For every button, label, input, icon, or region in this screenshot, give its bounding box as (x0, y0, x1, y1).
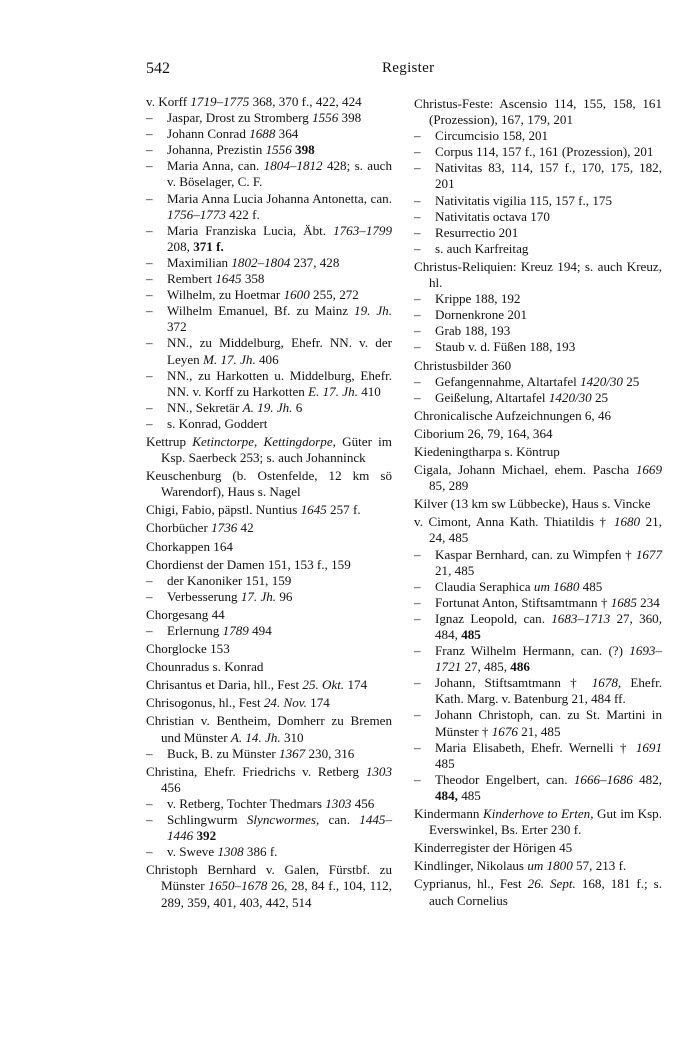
index-subentry: – Wilhelm Emanuel, Bf. zu Mainz 19. Jh. 372 (146, 303, 392, 335)
subentry-dash: – (146, 222, 153, 238)
index-subentry: – Jaspar, Drost zu Stromberg 1556 398 (146, 110, 362, 126)
subentry-dash: – (414, 373, 421, 389)
index-entry: Cigala, Johann Michael, ehem. Pascha 1669 85, 289 (414, 462, 662, 494)
subentry-dash: – (414, 594, 421, 610)
index-subentry: – Corpus 114, 157 f., 161 (Prozession), 201 (414, 144, 654, 160)
index-entry: Chounradus s. Konrad (146, 659, 264, 675)
subentry-dash: – (414, 291, 421, 307)
index-entry: v. Cimont, Anna Kath. Thiatildis † 1680 21, 24, 485 (414, 514, 662, 546)
index-subentry: – Johann, Stiftsamtmann † 1678, Ehefr. Kath. Marg. v. Batenburg 21, 484 ff. (414, 675, 662, 707)
subentry-dash: – (146, 415, 153, 431)
index-subentry: – v. Retberg, Tochter Thedmars 1303 456 (146, 795, 375, 811)
index-entry: Cyprianus, hl., Fest 26. Sept. 168, 181 f.; s. auch Cornelius (414, 876, 662, 908)
running-head: Register (382, 60, 435, 76)
index-entry: Kindlinger, Nikolaus um 1800 57, 213 f. (414, 858, 627, 874)
index-subentry: – der Kanoniker 151, 159 (146, 572, 292, 588)
subentry-dash: – (414, 546, 421, 562)
index-subentry: – NN., zu Harkotten u. Middelburg, Ehefr. NN. v. Korff zu Harkotten E. 17. Jh. 410 (146, 367, 392, 399)
index-subentry: – Kaspar Bernhard, can. zu Wimpfen † 1677 21, 485 (414, 546, 662, 578)
subentry-dash: – (414, 144, 421, 160)
index-entry: Kettrup Ketinctorpe, Kettingdorpe, Güter im Ksp. Saerbeck 253; s. auch Johanninck (146, 433, 392, 466)
index-entry: Kinderregister der Hörigen 45 (414, 840, 573, 856)
index-subentry: – Krippe 188, 192 (414, 291, 521, 307)
index-subentry: – Schlingwurm Slyncwormes, can. 1445–1446 392 (146, 812, 392, 844)
index-subentry: – Staub v. d. Füßen 188, 193 (414, 339, 576, 355)
index-subentry: – s. auch Karfreitag (414, 240, 529, 256)
page-number: 542 (146, 60, 170, 77)
subentry-dash: – (414, 578, 421, 594)
index-entry: Kindermann Kinderhove to Erten, Gut im Ksp. Everswinkel, Bs. Erter 230 f. (414, 806, 662, 838)
index-entry: Kilver (13 km sw Lübbecke), Haus s. Vincke (414, 496, 651, 512)
index-entry: Chronicalische Aufzeichnungen 6, 46 (414, 407, 612, 423)
subentry-dash: – (414, 643, 421, 659)
subentry-dash: – (414, 610, 421, 626)
subentry-dash: – (414, 771, 421, 787)
index-subentry: – Franz Wilhelm Hermann, can. (?) 1693–1721 27, 485, 486 (414, 643, 662, 675)
index-subentry: – Dornenkrone 201 (414, 307, 527, 323)
index-entry: Chorglocke 153 (146, 641, 230, 657)
subentry-dash: – (414, 707, 421, 723)
subentry-dash: – (414, 160, 421, 176)
index-entry: Ciborium 26, 79, 164, 364 (414, 425, 553, 441)
index-subentry: – Ignaz Leopold, can. 1683–1713 27, 360, 484, 485 (414, 610, 662, 642)
subentry-dash: – (146, 399, 153, 415)
index-subentry: – Johanna, Prezistin 1556 398 (146, 142, 315, 158)
index-subentry: – Resurrectio 201 (414, 224, 519, 240)
index-entry: Chigi, Fabio, päpstl. Nuntius 1645 257 f. (146, 502, 361, 518)
index-subentry: – Wilhelm, zu Hoetmar 1600 255, 272 (146, 287, 359, 303)
subentry-dash: – (414, 224, 421, 240)
subentry-dash: – (414, 389, 421, 405)
index-subentry: – Circumcisio 158, 201 (414, 128, 549, 144)
index-subentry: – Maximilian 1802–1804 237, 428 (146, 254, 340, 270)
subentry-dash: – (146, 142, 153, 158)
index-entry: Keuschenburg (b. Ostenfelde, 12 km sö Warendorf), Haus s. Nagel (146, 468, 392, 500)
index-column-right (414, 94, 662, 909)
index-entry: Christus-Reliquien: Kreuz 194; s. auch Kreuz, hl. (414, 258, 662, 291)
index-subentry: – Nativitatis octava 170 (414, 208, 550, 224)
index-subentry: – Maria Anna Lucia Johanna Antonetta, can. 1756–1773 422 f. (146, 190, 392, 222)
subentry-dash: – (146, 303, 153, 319)
subentry-dash: – (414, 192, 421, 208)
index-subentry: – Theodor Engelbert, can. 1666–1686 482, 484, 485 (414, 771, 663, 803)
index-subentry: – Johann Conrad 1688 364 (146, 126, 299, 142)
subentry-dash: – (146, 844, 153, 860)
index-entry: Chorgesang 44 (146, 606, 225, 622)
index-subentry: – Rembert 1645 358 (146, 271, 265, 287)
index-subentry: v. Korff 1719–1775 368, 370 f., 422, 424 (146, 94, 362, 109)
subentry-dash: – (414, 307, 421, 323)
index-subentry: – NN., Sekretär A. 19. Jh. 6 (146, 399, 303, 415)
subentry-dash: – (146, 623, 153, 638)
subentry-dash: – (414, 675, 421, 691)
subentry-dash: – (146, 572, 153, 588)
index-subentry: – Maria Anna, can. 1804–1812 428; s. auch v. Böselager, C. F. (146, 158, 392, 190)
index-entry: Chordienst der Damen 151, 153 f., 159 (146, 556, 351, 572)
subentry-dash: – (414, 240, 421, 256)
index-subentry: – Claudia Seraphica um 1680 485 (414, 578, 603, 594)
subentry-dash: – (146, 812, 153, 828)
index-subentry: – Fortunat Anton, Stiftsamtmann † 1685 234 (414, 594, 660, 610)
index-subentry: – v. Sweve 1308 386 f. (146, 844, 278, 860)
index-subentry: – Maria Elisabeth, Ehefr. Wernelli † 1691 485 (414, 739, 662, 771)
index-subentry: – NN., zu Middelburg, Ehefr. NN. v. der Leyen M. 17. Jh. 406 (146, 335, 392, 367)
index-subentry: – Johann Christoph, can. zu St. Martini in Münster † 1676 21, 485 (414, 707, 662, 739)
subentry-dash: – (146, 190, 153, 206)
index-entry: Christus-Feste: Ascensio 114, 155, 158, 161 (Prozession), 167, 179, 201 (414, 96, 662, 128)
index-subentry: – Grab 188, 193 (414, 323, 511, 339)
index-subentry: – Verbesserung 17. Jh. 96 (146, 588, 293, 604)
subentry-dash: – (146, 126, 153, 142)
subentry-dash: – (146, 287, 153, 303)
subentry-dash: – (414, 208, 421, 224)
subentry-dash: – (146, 745, 153, 761)
index-subentry: – Nativitatis vigilia 115, 157 f., 175 (414, 192, 612, 208)
index-entry: Christina, Ehefr. Friedrichs v. Retberg 1303 456 (146, 763, 392, 795)
subentry-dash: – (146, 271, 153, 287)
subentry-dash: – (146, 158, 153, 174)
index-entry: Christusbilder 360 (414, 357, 512, 373)
index-entry: Chrisogonus, hl., Fest 24. Nov. 174 (146, 695, 330, 711)
index-subentry: – Buck, B. zu Münster 1367 230, 316 (146, 745, 355, 761)
index-entry: Kiedeningtharpa s. Köntrup (414, 443, 560, 459)
subentry-dash: – (146, 795, 153, 811)
index-subentry: – s. Konrad, Goddert (146, 415, 268, 431)
subentry-dash: – (414, 339, 421, 355)
subentry-dash: – (146, 367, 153, 383)
subentry-dash: – (146, 335, 153, 351)
index-column-left (146, 94, 392, 911)
index-subentry: – Maria Franziska Lucia, Äbt. 1763–1799 208, 371 f. (146, 222, 392, 254)
subentry-dash: – (146, 588, 153, 604)
index-entry: Christoph Bernhard v. Galen, Fürstbf. zu Münster 1650–1678 26, 28, 84 f., 104, 112, 289, 359, 401, 403, 442, 514 (146, 862, 392, 910)
subentry-dash: – (146, 110, 153, 126)
index-subentry: – Geißelung, Altartafel 1420/30 25 (414, 389, 609, 405)
index-subentry: – Erlernung 1789 494 (146, 623, 272, 638)
subentry-dash: – (414, 739, 421, 755)
subentry-dash: – (414, 323, 421, 339)
index-subentry: – Nativitas 83, 114, 157 f., 170, 175, 182, 201 (414, 160, 662, 192)
index-entry: Chorkappen 164 (146, 538, 233, 554)
index-entry: Chorbücher 1736 42 (146, 520, 254, 536)
subentry-dash: – (146, 254, 153, 270)
index-entry: Chrisantus et Daria, hll., Fest 25. Okt. 174 (146, 677, 368, 693)
subentry-dash: – (414, 128, 421, 144)
index-entry: Christian v. Bentheim, Domherr zu Bremen und Münster A. 14. Jh. 310 (146, 713, 392, 745)
index-subentry: – Gefangennahme, Altartafel 1420/30 25 (414, 373, 640, 389)
